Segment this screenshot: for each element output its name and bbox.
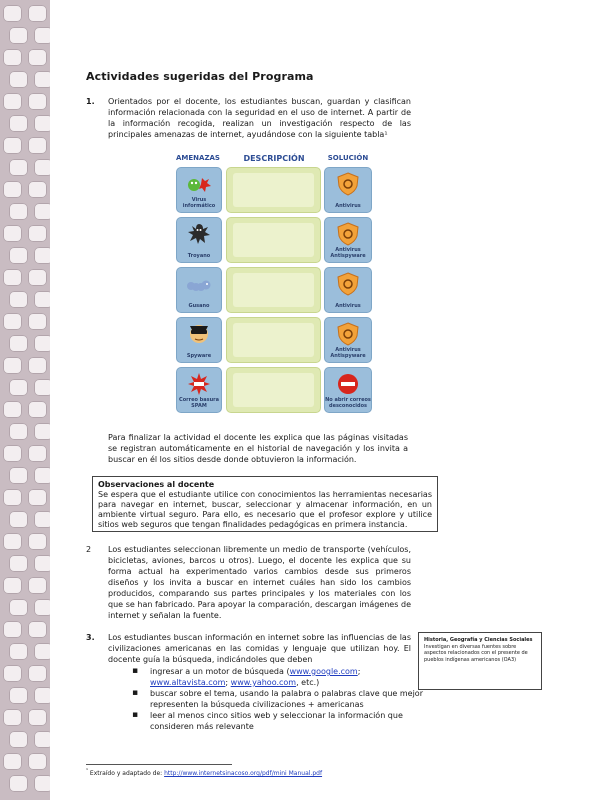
item-text: Orientados por el docente, los estudiantes buscan, guardan y clasifican información relacionada con la seguridad en el uso de internet. A partir de la información recogida, realizan un investigación respecto de las principales amenazas de internet, ayudándose con la siguiente tabla¹ [108, 97, 411, 139]
binding-hole [3, 753, 22, 770]
threat-label: Troyano [187, 253, 211, 259]
binding-hole [9, 115, 28, 132]
shield-icon [335, 272, 361, 296]
binding-hole [9, 731, 28, 748]
binding-hole [28, 181, 47, 198]
solution-cell [324, 217, 372, 263]
shield-icon [335, 172, 361, 196]
binding-hole [34, 71, 50, 88]
binding-hole [3, 665, 22, 682]
solution-label: Antivirus Antispyware [330, 247, 366, 259]
footnote-marker: ¹ [86, 768, 89, 774]
binding-hole [34, 687, 50, 704]
note-text: Investigan en diversas fuentes sobre aspectos relacionados con el presente de pueblos indígenas americanos (OA3) [424, 643, 528, 663]
section-heading: Actividades sugeridas del Programa [86, 70, 314, 83]
closing-paragraph: Para finalizar la actividad el docente les explica que las páginas visitadas se registran automáticamente en el historial de navegación y los invita a buscar en él los sitios desde donde obtuvieron la información. [108, 433, 408, 464]
shield-icon [335, 222, 361, 246]
binding-hole [3, 489, 22, 506]
threat-label: Gusano [188, 303, 210, 309]
table-row [176, 217, 372, 263]
binding-hole [9, 775, 28, 792]
virus-icon [186, 172, 212, 196]
binding-hole [9, 27, 28, 44]
binding-hole [28, 269, 47, 286]
binding-hole [3, 49, 22, 66]
binding-hole [34, 27, 50, 44]
threat-cell [176, 167, 222, 213]
binding-hole [28, 357, 47, 374]
description-cell [226, 217, 321, 263]
binding-hole [34, 467, 50, 484]
binding-hole [3, 445, 22, 462]
binding-hole [3, 621, 22, 638]
binding-hole [3, 269, 22, 286]
binding-hole [28, 225, 47, 242]
binding-hole [28, 5, 47, 22]
solution-label: Antivirus [335, 203, 361, 209]
binding-hole [34, 379, 50, 396]
threats-table [176, 150, 372, 416]
binding-hole [9, 687, 28, 704]
binding-hole [28, 137, 47, 154]
teacher-observations-box [92, 476, 438, 532]
binding-hole [34, 511, 50, 528]
binding-hole [28, 577, 47, 594]
footnote: $^{^1}$ Extraído y adaptado de: http://www.internetsinacoso.org/pdf/mini Manual.pdf [86, 768, 323, 777]
table-row [176, 267, 372, 313]
google-link[interactable]: www.google.com [289, 667, 358, 676]
item-text: Los estudiantes buscan información en internet sobre las influencias de las civilizaciones americanas en las comidas y lenguaje que utilizan hoy. El docente guía la búsqueda, indicándoles que deben [108, 633, 411, 664]
description-cell [226, 317, 321, 363]
binding-hole [34, 775, 50, 792]
threat-label: Spyware [186, 353, 212, 359]
binding-hole [3, 137, 22, 154]
description-cell [226, 167, 321, 213]
spy-icon [186, 322, 212, 346]
solution-label: Antivirus [335, 303, 361, 309]
col-header-threats: AMENAZAS [176, 154, 220, 162]
activity-item-1 [86, 96, 411, 140]
binding-hole [34, 115, 50, 132]
threat-cell [176, 267, 222, 313]
item-number: 3. [86, 633, 95, 642]
search-steps-list [132, 666, 424, 732]
binding-hole [3, 93, 22, 110]
binding-hole [28, 665, 47, 682]
binding-hole [3, 401, 22, 418]
binding-hole [34, 555, 50, 572]
binding-hole [34, 159, 50, 176]
binding-hole [34, 423, 50, 440]
binding-hole [28, 533, 47, 550]
binding-hole [28, 313, 47, 330]
binding-hole [3, 225, 22, 242]
solution-label: Antivirus Antispyware [330, 347, 366, 359]
binding-hole [9, 423, 28, 440]
binding-hole [34, 599, 50, 616]
activity-item-3 [86, 632, 411, 665]
solution-cell [324, 367, 372, 413]
description-cell [226, 367, 321, 413]
binding-hole [9, 247, 28, 264]
trojan-icon [186, 222, 212, 246]
yahoo-link[interactable]: www.yahoo.com [230, 678, 297, 687]
worm-icon [186, 272, 212, 296]
binding-hole [3, 181, 22, 198]
activity-item-2 [86, 544, 411, 621]
binding-hole [9, 335, 28, 352]
threat-label: Correo basura SPAM [179, 397, 219, 409]
binding-hole [9, 291, 28, 308]
binding-hole [9, 467, 28, 484]
binding-hole [28, 753, 47, 770]
binding-hole [9, 555, 28, 572]
threat-cell [176, 367, 222, 413]
binding-hole [9, 643, 28, 660]
solution-cell [324, 167, 372, 213]
threat-cell [176, 317, 222, 363]
binding-hole [28, 93, 47, 110]
observations-text: Se espera que el estudiante utilice con conocimientos las herramientas necesarias para navegar en internet, buscar, seleccionar y almacenar información, en un ambiente virtual seguro. Para ello, es necesario que el profesor explore y utilice sitios web seguros que tengan finalidades pedagógicas en primera instancia. [98, 490, 432, 529]
binding-hole [3, 5, 22, 22]
list-item: ▪ leer al menos cinco sitios web y seleccionar la información que consideren más relevante [132, 710, 424, 732]
item-text: Los estudiantes seleccionan libremente un medio de transporte (vehículos, bicicletas, aviones, barcos u otros). Luego, el docente les explica que su forma actual ha experimentado varios cambios desde sus primeros diseños y los invita a buscar en internet cuáles han sido los cambios producidos, comparando sus partes principales y los materiales con los que se han fabricado. Para apoyar la comparación, descargan imágenes de internet y señalan la fuente. [108, 545, 411, 620]
spam-icon [186, 372, 212, 396]
item-number: 2 [86, 545, 92, 554]
binding-hole [9, 203, 28, 220]
solution-label: No abrir correos desconocidos [325, 397, 371, 409]
binding-hole [9, 599, 28, 616]
binding-hole [9, 71, 28, 88]
binding-hole [3, 577, 22, 594]
binding-hole [9, 379, 28, 396]
description-cell [226, 267, 321, 313]
table-row [176, 367, 372, 413]
binding-hole [34, 335, 50, 352]
altavista-link[interactable]: www.altavista.com [150, 678, 226, 687]
table-row [176, 167, 372, 213]
no-entry-icon [335, 372, 361, 396]
binding-hole [28, 445, 47, 462]
binding-hole [28, 401, 47, 418]
col-header-description: DESCRIPCIÓN [243, 154, 305, 163]
binding-hole [9, 511, 28, 528]
binding-hole [3, 533, 22, 550]
observations-title: Observaciones al docente [98, 480, 215, 489]
curriculum-note-box [418, 632, 542, 690]
binding-hole [3, 709, 22, 726]
footnote-link[interactable]: http://www.internetsinacoso.org/pdf/mini Manual.pdf [164, 770, 323, 777]
binding-hole [28, 621, 47, 638]
footnote-divider [86, 764, 232, 765]
solution-cell [324, 317, 372, 363]
solution-cell [324, 267, 372, 313]
spiral-binding [0, 0, 50, 800]
binding-hole [28, 489, 47, 506]
document-page [86, 0, 533, 800]
binding-hole [3, 357, 22, 374]
table-row [176, 317, 372, 363]
list-item: ▪ buscar sobre el tema, usando la palabra o palabras clave que mejor representen la búsqueda civilizaciones + americanas [132, 688, 424, 710]
binding-hole [34, 247, 50, 264]
item-number: 1. [86, 97, 95, 106]
threat-label: Virus informático [182, 197, 216, 209]
binding-hole [34, 291, 50, 308]
shield-icon [335, 322, 361, 346]
binding-hole [34, 731, 50, 748]
binding-hole [28, 709, 47, 726]
threat-cell [176, 217, 222, 263]
binding-hole [3, 313, 22, 330]
binding-hole [28, 49, 47, 66]
note-title: Historia, Geografía y Ciencias Sociales [424, 637, 533, 643]
binding-hole [34, 643, 50, 660]
binding-hole [9, 159, 28, 176]
binding-hole [34, 203, 50, 220]
col-header-solution: SOLUCIÓN [327, 154, 369, 162]
list-item: ▪ ingresar a un motor de búsqueda (www.google.com; www.altavista.com; www.yahoo.com, etc.) [132, 666, 424, 688]
